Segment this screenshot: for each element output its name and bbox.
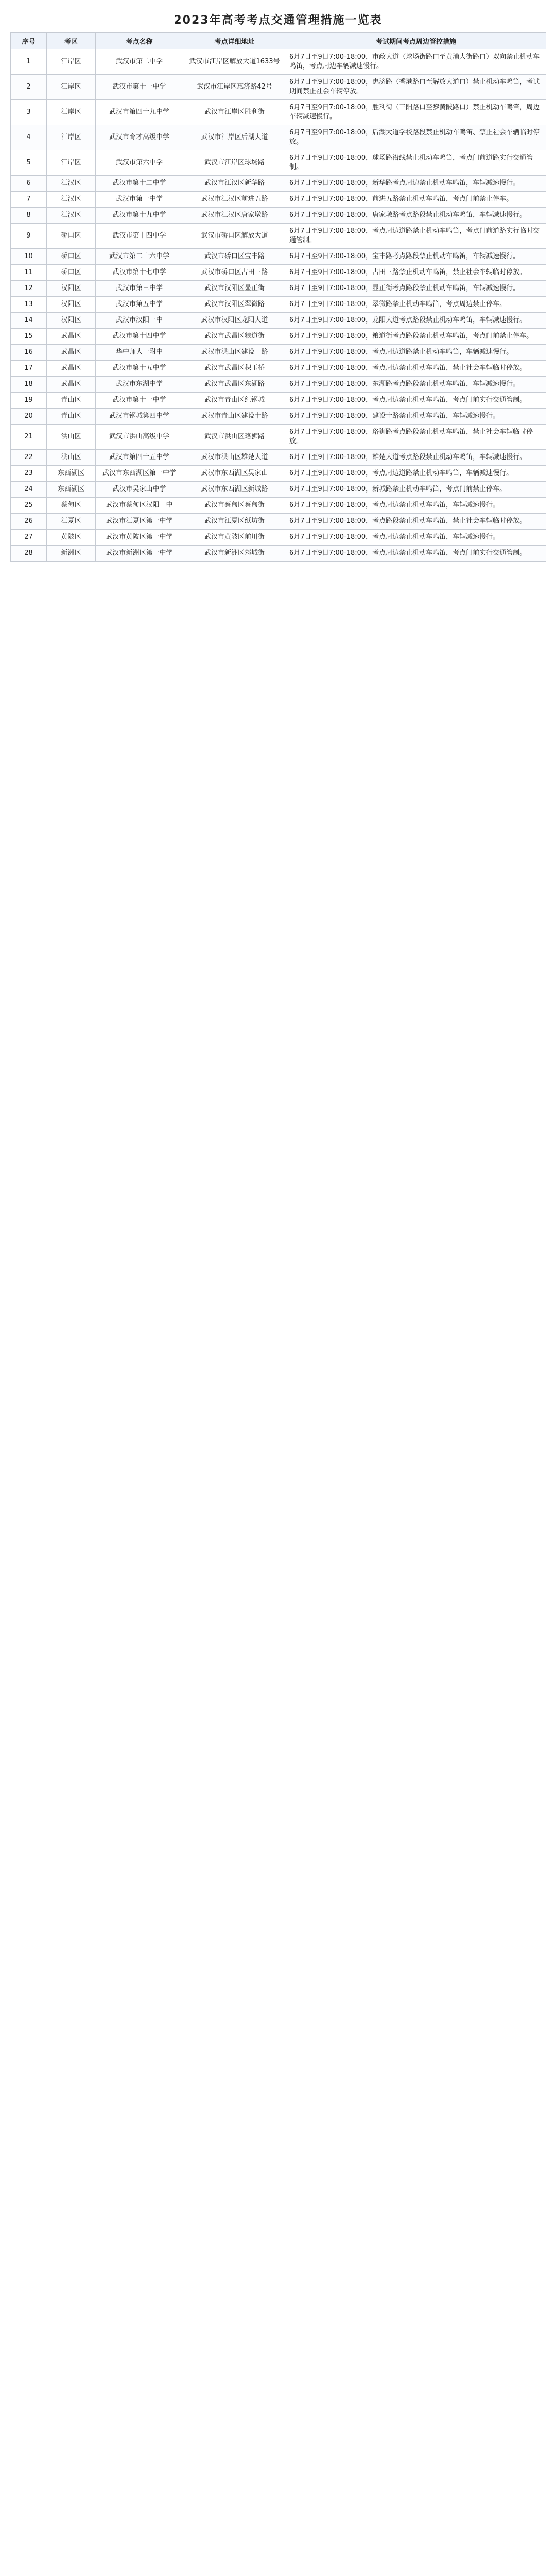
cell-measure: 6月7日至9日7:00-18:00，雄楚大道考点路段禁止机动车鸣笛，车辆减速慢行。 bbox=[286, 450, 546, 466]
cell-address: 武汉市江夏区纸坊街 bbox=[183, 514, 286, 530]
cell-address: 武汉市江汉区唐家墩路 bbox=[183, 208, 286, 224]
table-row bbox=[11, 377, 546, 393]
cell-no: 6 bbox=[11, 176, 47, 192]
exam-traffic-table bbox=[10, 32, 546, 562]
cell-no: 20 bbox=[11, 409, 47, 425]
table-row bbox=[11, 329, 546, 345]
table-row bbox=[11, 409, 546, 425]
cell-measure: 6月7日至9日7:00-18:00，考点周边禁止机动车鸣笛，考点门前实行交通管制。 bbox=[286, 546, 546, 562]
table-row bbox=[11, 297, 546, 313]
cell-school: 武汉市第十九中学 bbox=[96, 208, 183, 224]
cell-no: 10 bbox=[11, 249, 47, 265]
cell-school: 武汉市东湖中学 bbox=[96, 377, 183, 393]
cell-address: 武汉市汉阳区显正街 bbox=[183, 281, 286, 297]
table-row bbox=[11, 281, 546, 297]
cell-address: 武汉市武昌区粮道街 bbox=[183, 329, 286, 345]
cell-address: 武汉市蔡甸区蔡甸街 bbox=[183, 498, 286, 514]
cell-district: 东西湖区 bbox=[47, 482, 96, 498]
cell-measure: 6月7日至9日7:00-18:00，胜利街（三阳路口至黎黄陂路口）禁止机动车鸣笛，周边车辆减速慢行。 bbox=[286, 100, 546, 125]
table-row bbox=[11, 498, 546, 514]
cell-measure: 6月7日至9日7:00-18:00，古田三路禁止机动车鸣笛，禁止社会车辆临时停放。 bbox=[286, 265, 546, 281]
cell-school: 武汉市育才高级中学 bbox=[96, 125, 183, 150]
cell-no: 21 bbox=[11, 425, 47, 450]
cell-measure: 6月7日至9日7:00-18:00，建设十路禁止机动车鸣笛，车辆减速慢行。 bbox=[286, 409, 546, 425]
cell-district: 武昌区 bbox=[47, 361, 96, 377]
cell-measure: 6月7日至9日7:00-18:00，新华路考点周边禁止机动车鸣笛，车辆减速慢行。 bbox=[286, 176, 546, 192]
table-row bbox=[11, 224, 546, 249]
cell-address: 武汉市江岸区解放大道1633号 bbox=[183, 49, 286, 75]
cell-no: 18 bbox=[11, 377, 47, 393]
cell-address: 武汉市东西湖区吴家山 bbox=[183, 466, 286, 482]
cell-no: 12 bbox=[11, 281, 47, 297]
cell-district: 汉阳区 bbox=[47, 297, 96, 313]
cell-no: 27 bbox=[11, 530, 47, 546]
cell-no: 28 bbox=[11, 546, 47, 562]
cell-measure: 6月7日至9日7:00-18:00，考点周边禁止机动车鸣笛，车辆减速慢行。 bbox=[286, 530, 546, 546]
cell-school: 武汉市第十一中学 bbox=[96, 393, 183, 409]
cell-no: 3 bbox=[11, 100, 47, 125]
cell-measure: 6月7日至9日7:00-18:00，翠微路禁止机动车鸣笛，考点周边禁止停车。 bbox=[286, 297, 546, 313]
document-sheet bbox=[10, 0, 546, 562]
cell-school: 武汉市第十五中学 bbox=[96, 361, 183, 377]
cell-measure: 6月7日至9日7:00-18:00，考点周边禁止机动车鸣笛，考点门前实行交通管制。 bbox=[286, 393, 546, 409]
cell-district: 硚口区 bbox=[47, 249, 96, 265]
table-row bbox=[11, 514, 546, 530]
cell-district: 江汉区 bbox=[47, 176, 96, 192]
cell-address: 武汉市硚口区解放大道 bbox=[183, 224, 286, 249]
cell-no: 22 bbox=[11, 450, 47, 466]
table-row bbox=[11, 176, 546, 192]
cell-school: 武汉市东西湖区第一中学 bbox=[96, 466, 183, 482]
header-school: 考点名称 bbox=[96, 33, 183, 49]
cell-school: 武汉市钢城第四中学 bbox=[96, 409, 183, 425]
cell-district: 黄陂区 bbox=[47, 530, 96, 546]
cell-district: 汉阳区 bbox=[47, 281, 96, 297]
cell-address: 武汉市青山区建设十路 bbox=[183, 409, 286, 425]
cell-school: 武汉市第十四中学 bbox=[96, 224, 183, 249]
cell-district: 江岸区 bbox=[47, 150, 96, 176]
cell-address: 武汉市黄陂区前川街 bbox=[183, 530, 286, 546]
cell-district: 新洲区 bbox=[47, 546, 96, 562]
table-row bbox=[11, 192, 546, 208]
cell-address: 武汉市青山区红钢城 bbox=[183, 393, 286, 409]
cell-district: 江岸区 bbox=[47, 75, 96, 100]
cell-address: 武汉市洪山区雄楚大道 bbox=[183, 450, 286, 466]
cell-school: 武汉市第一中学 bbox=[96, 192, 183, 208]
cell-district: 青山区 bbox=[47, 393, 96, 409]
cell-address: 武汉市硚口区古田三路 bbox=[183, 265, 286, 281]
header-address: 考点详细地址 bbox=[183, 33, 286, 49]
cell-address: 武汉市江汉区前进五路 bbox=[183, 192, 286, 208]
cell-address: 武汉市洪山区建设一路 bbox=[183, 345, 286, 361]
cell-measure: 6月7日至9日7:00-18:00，唐家墩路考点路段禁止机动车鸣笛，车辆减速慢行。 bbox=[286, 208, 546, 224]
cell-address: 武汉市江岸区球场路 bbox=[183, 150, 286, 176]
table-row bbox=[11, 546, 546, 562]
cell-school: 武汉市第四十九中学 bbox=[96, 100, 183, 125]
table-row bbox=[11, 49, 546, 75]
table-row bbox=[11, 208, 546, 224]
cell-district: 洪山区 bbox=[47, 450, 96, 466]
cell-school: 武汉市汉阳一中 bbox=[96, 313, 183, 329]
cell-address: 武汉市汉阳区龙阳大道 bbox=[183, 313, 286, 329]
cell-measure: 6月7日至9日7:00-18:00，考点周边道路禁止机动车鸣笛，车辆减速慢行。 bbox=[286, 466, 546, 482]
cell-district: 东西湖区 bbox=[47, 466, 96, 482]
cell-address: 武汉市东西湖区新城路 bbox=[183, 482, 286, 498]
table-row bbox=[11, 361, 546, 377]
cell-district: 武昌区 bbox=[47, 377, 96, 393]
cell-no: 25 bbox=[11, 498, 47, 514]
cell-no: 4 bbox=[11, 125, 47, 150]
cell-address: 武汉市江汉区新华路 bbox=[183, 176, 286, 192]
cell-district: 武昌区 bbox=[47, 345, 96, 361]
cell-measure: 6月7日至9日7:00-18:00，龙阳大道考点路段禁止机动车鸣笛，车辆减速慢行。 bbox=[286, 313, 546, 329]
cell-district: 江汉区 bbox=[47, 208, 96, 224]
table-row bbox=[11, 249, 546, 265]
cell-address: 武汉市江岸区惠济路42号 bbox=[183, 75, 286, 100]
cell-measure: 6月7日至9日7:00-18:00，市政大道（球场街路口至黄浦大街路口）双向禁止机动车鸣笛，考点周边车辆减速慢行。 bbox=[286, 49, 546, 75]
header-row bbox=[11, 33, 546, 49]
table-body bbox=[11, 49, 546, 562]
cell-no: 1 bbox=[11, 49, 47, 75]
cell-measure: 6月7日至9日7:00-18:00，粮道街考点路段禁止机动车鸣笛，考点门前禁止停车。 bbox=[286, 329, 546, 345]
cell-address: 武汉市汉阳区翠微路 bbox=[183, 297, 286, 313]
cell-measure: 6月7日至9日7:00-18:00，后湖大道学校路段禁止机动车鸣笛、禁止社会车辆临时停放。 bbox=[286, 125, 546, 150]
table-row bbox=[11, 466, 546, 482]
cell-address: 武汉市硚口区宝丰路 bbox=[183, 249, 286, 265]
cell-school: 武汉市洪山高级中学 bbox=[96, 425, 183, 450]
cell-school: 武汉市第二中学 bbox=[96, 49, 183, 75]
cell-district: 汉阳区 bbox=[47, 313, 96, 329]
table-row bbox=[11, 482, 546, 498]
cell-school: 华中师大一附中 bbox=[96, 345, 183, 361]
table-row bbox=[11, 265, 546, 281]
header-measure: 考试期间考点周边管控措施 bbox=[286, 33, 546, 49]
cell-district: 江岸区 bbox=[47, 125, 96, 150]
cell-no: 8 bbox=[11, 208, 47, 224]
cell-measure: 6月7日至9日7:00-18:00，珞狮路考点路段禁止机动车鸣笛，禁止社会车辆临时停放。 bbox=[286, 425, 546, 450]
cell-address: 武汉市洪山区珞狮路 bbox=[183, 425, 286, 450]
cell-district: 青山区 bbox=[47, 409, 96, 425]
cell-measure: 6月7日至9日7:00-18:00，显正街考点路段禁止机动车鸣笛，车辆减速慢行。 bbox=[286, 281, 546, 297]
cell-no: 2 bbox=[11, 75, 47, 100]
cell-no: 16 bbox=[11, 345, 47, 361]
cell-no: 19 bbox=[11, 393, 47, 409]
header-no: 序号 bbox=[11, 33, 47, 49]
cell-address: 武汉市新洲区邾城街 bbox=[183, 546, 286, 562]
cell-no: 24 bbox=[11, 482, 47, 498]
cell-measure: 6月7日至9日7:00-18:00，东湖路考点路段禁止机动车鸣笛，车辆减速慢行。 bbox=[286, 377, 546, 393]
cell-no: 13 bbox=[11, 297, 47, 313]
cell-district: 武昌区 bbox=[47, 329, 96, 345]
cell-school: 武汉市第二十六中学 bbox=[96, 249, 183, 265]
table-row bbox=[11, 125, 546, 150]
cell-school: 武汉市第四十五中学 bbox=[96, 450, 183, 466]
table-row bbox=[11, 450, 546, 466]
cell-district: 江夏区 bbox=[47, 514, 96, 530]
page-title: 2023年高考考点交通管理措施一览表 bbox=[173, 14, 383, 27]
cell-measure: 6月7日至9日7:00-18:00，球场路沿线禁止机动车鸣笛，考点门前道路实行交通管制。 bbox=[286, 150, 546, 176]
cell-district: 硚口区 bbox=[47, 224, 96, 249]
cell-district: 江汉区 bbox=[47, 192, 96, 208]
cell-district: 硚口区 bbox=[47, 265, 96, 281]
cell-no: 9 bbox=[11, 224, 47, 249]
cell-school: 武汉市第十四中学 bbox=[96, 329, 183, 345]
cell-address: 武汉市武昌区东湖路 bbox=[183, 377, 286, 393]
cell-measure: 6月7日至9日7:00-18:00，宝丰路考点路段禁止机动车鸣笛，车辆减速慢行。 bbox=[286, 249, 546, 265]
cell-address: 武汉市武昌区积玉桥 bbox=[183, 361, 286, 377]
cell-school: 武汉市第十二中学 bbox=[96, 176, 183, 192]
cell-no: 17 bbox=[11, 361, 47, 377]
table-row bbox=[11, 313, 546, 329]
table-row bbox=[11, 100, 546, 125]
cell-address: 武汉市江岸区后湖大道 bbox=[183, 125, 286, 150]
cell-school: 武汉市第十七中学 bbox=[96, 265, 183, 281]
cell-school: 武汉市吴家山中学 bbox=[96, 482, 183, 498]
cell-address: 武汉市江岸区胜利街 bbox=[183, 100, 286, 125]
cell-school: 武汉市第五中学 bbox=[96, 297, 183, 313]
cell-measure: 6月7日至9日7:00-18:00，新城路禁止机动车鸣笛，考点门前禁止停车。 bbox=[286, 482, 546, 498]
cell-no: 11 bbox=[11, 265, 47, 281]
cell-no: 14 bbox=[11, 313, 47, 329]
cell-school: 武汉市第六中学 bbox=[96, 150, 183, 176]
cell-measure: 6月7日至9日7:00-18:00，考点周边禁止机动车鸣笛，禁止社会车辆临时停放。 bbox=[286, 361, 546, 377]
table-row bbox=[11, 530, 546, 546]
cell-school: 武汉市第十一中学 bbox=[96, 75, 183, 100]
cell-measure: 6月7日至9日7:00-18:00，考点路段禁止机动车鸣笛，禁止社会车辆临时停放。 bbox=[286, 514, 546, 530]
cell-no: 15 bbox=[11, 329, 47, 345]
table-row bbox=[11, 75, 546, 100]
cell-district: 江岸区 bbox=[47, 49, 96, 75]
cell-measure: 6月7日至9日7:00-18:00，惠济路（香港路口至解放大道口）禁止机动车鸣笛，考试期间禁止社会车辆停放。 bbox=[286, 75, 546, 100]
cell-measure: 6月7日至9日7:00-18:00，前进五路禁止机动车鸣笛，考点门前禁止停车。 bbox=[286, 192, 546, 208]
cell-measure: 6月7日至9日7:00-18:00，考点周边道路禁止机动车鸣笛，车辆减速慢行。 bbox=[286, 345, 546, 361]
cell-school: 武汉市新洲区第一中学 bbox=[96, 546, 183, 562]
cell-no: 7 bbox=[11, 192, 47, 208]
cell-no: 26 bbox=[11, 514, 47, 530]
cell-school: 武汉市蔡甸区汉阳一中 bbox=[96, 498, 183, 514]
cell-no: 5 bbox=[11, 150, 47, 176]
table-row bbox=[11, 345, 546, 361]
cell-measure: 6月7日至9日7:00-18:00，考点周边禁止机动车鸣笛，车辆减速慢行。 bbox=[286, 498, 546, 514]
table-row bbox=[11, 150, 546, 176]
cell-district: 蔡甸区 bbox=[47, 498, 96, 514]
cell-district: 洪山区 bbox=[47, 425, 96, 450]
table-row bbox=[11, 393, 546, 409]
cell-district: 江岸区 bbox=[47, 100, 96, 125]
table-row bbox=[11, 425, 546, 450]
cell-school: 武汉市第三中学 bbox=[96, 281, 183, 297]
cell-school: 武汉市黄陂区第一中学 bbox=[96, 530, 183, 546]
header-district: 考区 bbox=[47, 33, 96, 49]
cell-no: 23 bbox=[11, 466, 47, 482]
cell-measure: 6月7日至9日7:00-18:00，考点周边道路禁止机动车鸣笛，考点门前道路实行临时交通管制。 bbox=[286, 224, 546, 249]
cell-school: 武汉市江夏区第一中学 bbox=[96, 514, 183, 530]
